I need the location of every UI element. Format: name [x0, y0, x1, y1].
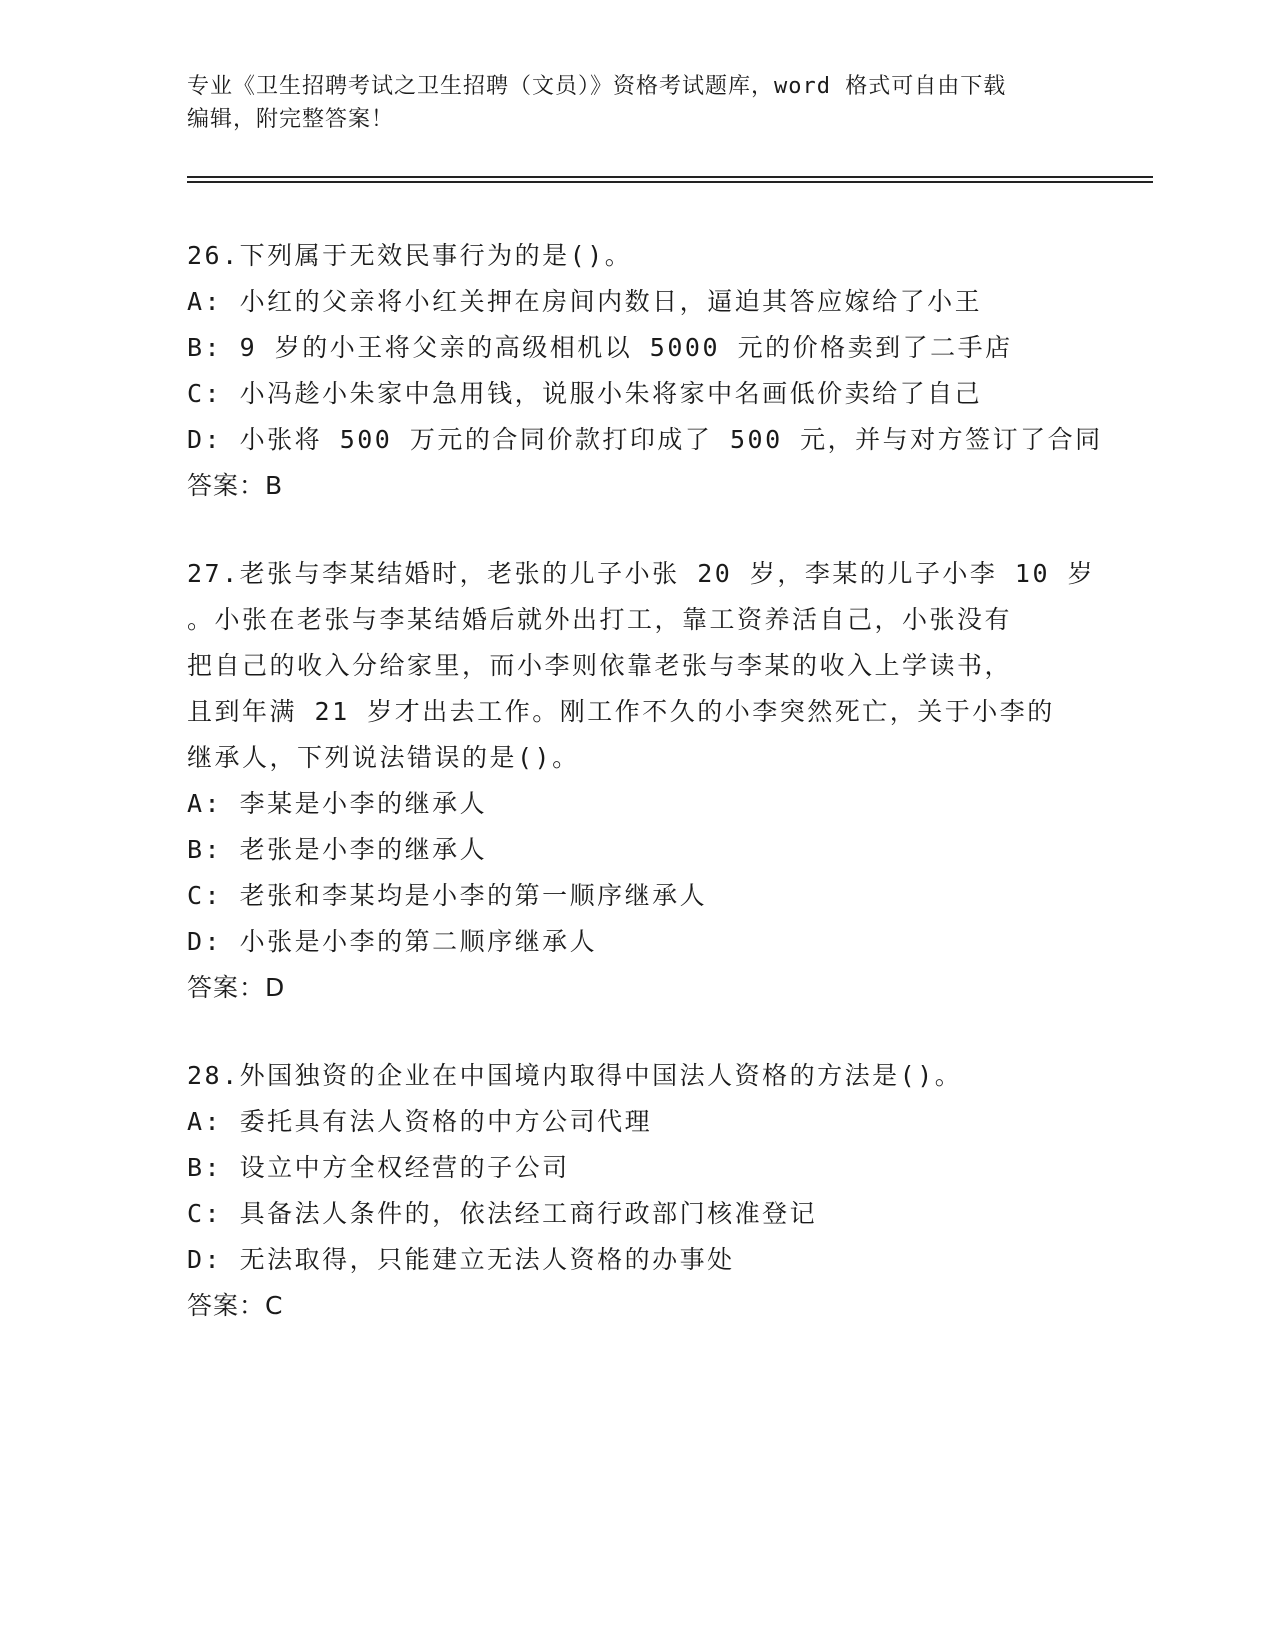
- question-stem-line-4: 且到年满 21 岁才出去工作。刚工作不久的小李突然死亡，关于小李的: [187, 697, 1055, 726]
- option-a: A: 委托具有法人资格的中方公司代理: [187, 1107, 653, 1136]
- header-divider-top: [187, 176, 1153, 178]
- answer-line: 答案：D: [187, 973, 286, 1002]
- question-28: [187, 1053, 1087, 1329]
- answer-line: 答案：B: [187, 471, 284, 500]
- option-d: D: 小张将 500 万元的合同价款打印成了 500 元，并与对方签订了合同: [187, 425, 1103, 454]
- option-c: C: 老张和李某均是小李的第一顺序继承人: [187, 881, 708, 910]
- question-27: [187, 551, 1096, 1011]
- option-d: D: 小张是小李的第二顺序继承人: [187, 927, 598, 956]
- question-stem-line-2: 。小张在老张与李某结婚后就外出打工，靠工资养活自己，小张没有: [187, 605, 1013, 634]
- option-b: B: 老张是小李的继承人: [187, 835, 488, 864]
- option-b: B: 9 岁的小王将父亲的高级相机以 5000 元的价格卖到了二手店: [187, 333, 1013, 362]
- option-c: C: 小冯趁小朱家中急用钱，说服小朱将家中名画低价卖给了自己: [187, 379, 983, 408]
- question-stem: 26.下列属于无效民事行为的是()。: [187, 241, 633, 270]
- question-26: [187, 233, 1103, 509]
- header-line-1: 专业《卫生招聘考试之卫生招聘（文员）》资格考试题库，word 格式可自由下载: [187, 74, 1007, 99]
- question-stem-line-5: 继承人，下列说法错误的是()。: [187, 743, 580, 772]
- question-stem: 28.外国独资的企业在中国境内取得中国法人资格的方法是()。: [187, 1061, 963, 1090]
- option-d: D: 无法取得，只能建立无法人资格的办事处: [187, 1245, 735, 1274]
- option-a: A: 李某是小李的继承人: [187, 789, 488, 818]
- option-c: C: 具备法人条件的，依法经工商行政部门核准登记: [187, 1199, 818, 1228]
- document-header: [187, 70, 1087, 136]
- option-b: B: 设立中方全权经营的子公司: [187, 1153, 570, 1182]
- header-divider-bottom: [187, 181, 1153, 183]
- answer-line: 答案：C: [187, 1291, 284, 1320]
- option-a: A: 小红的父亲将小红关押在房间内数日，逼迫其答应嫁给了小王: [187, 287, 983, 316]
- header-line-2: 编辑，附完整答案！: [187, 107, 395, 132]
- question-stem-line-3: 把自己的收入分给家里，而小李则依靠老张与李某的收入上学读书，: [187, 651, 1013, 680]
- question-stem-line-1: 27.老张与李某结婚时，老张的儿子小张 20 岁，李某的儿子小李 10 岁: [187, 559, 1096, 588]
